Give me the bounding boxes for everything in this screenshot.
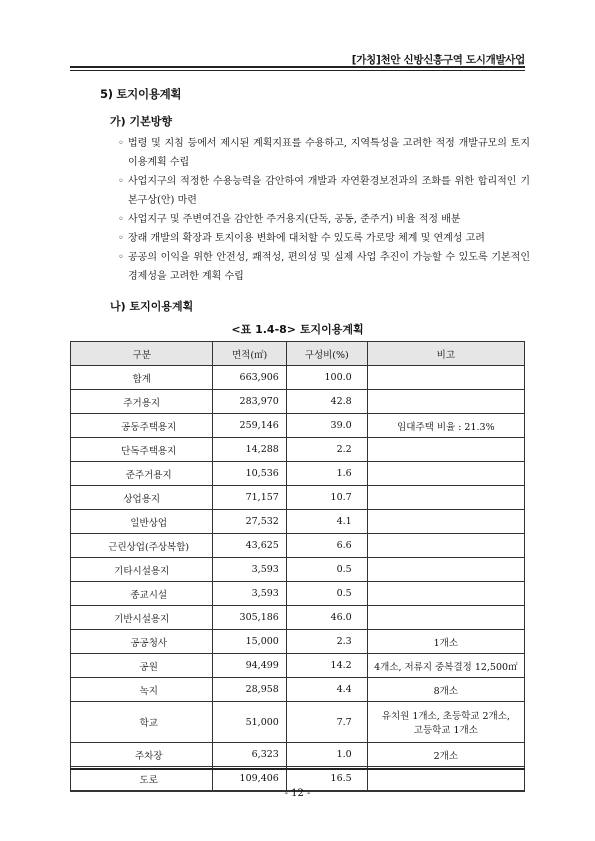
table-caption: <표 1.4-8> 토지이용계획	[231, 323, 364, 336]
row-note	[367, 606, 524, 630]
row-area: 27,532	[213, 510, 286, 534]
bullet-text: 사업지구의 적정한 수용능력을 감안하여 개발과 자연환경보전과의 조화를 위한 합리적인 기본구상(안) 마련	[128, 176, 530, 206]
row-category: 단독주택용지	[71, 438, 213, 462]
row-note	[367, 390, 524, 414]
row-note	[367, 510, 524, 534]
row-ratio: 6.6	[286, 534, 367, 558]
footer-rule	[70, 768, 525, 770]
row-category: 합계	[71, 366, 213, 390]
row-area: 3,593	[213, 582, 286, 606]
row-area: 10,536	[213, 462, 286, 486]
row-note-line: 유치원 1개소, 초등학교 2개소,	[381, 711, 510, 722]
row-note: 8개소	[367, 678, 524, 702]
row-category: 기반시설용지	[71, 606, 213, 630]
row-note	[367, 438, 524, 462]
header-area: 면적(㎡)	[213, 342, 286, 366]
table-row	[71, 702, 525, 743]
header-rule	[70, 66, 525, 71]
row-area: 283,970	[213, 390, 286, 414]
row-category: 준주거용지	[71, 462, 213, 486]
bullet-item	[118, 210, 530, 229]
row-ratio: 46.0	[286, 606, 367, 630]
row-ratio: 0.5	[286, 582, 367, 606]
table-row	[71, 582, 525, 606]
row-category: 공원	[71, 654, 213, 678]
document-header-title: [가칭]천안 신방신흥구역 도시개발사업	[351, 54, 525, 66]
row-category: 녹지	[71, 678, 213, 702]
table-row	[71, 630, 525, 654]
row-area: 259,146	[213, 414, 286, 438]
bullet-item	[118, 134, 530, 172]
row-area: 109,406	[213, 767, 286, 792]
row-note: 임대주택 비율 : 21.3%	[367, 414, 524, 438]
row-category: 도로	[71, 767, 213, 792]
row-area: 28,958	[213, 678, 286, 702]
row-area: 305,186	[213, 606, 286, 630]
row-ratio: 1.6	[286, 462, 367, 486]
table-row	[71, 606, 525, 630]
row-note	[367, 582, 524, 606]
section-title: 5) 토지이용계획	[100, 87, 182, 101]
table-row	[71, 414, 525, 438]
row-ratio: 42.8	[286, 390, 367, 414]
table-row	[71, 654, 525, 678]
bullet-text: 법령 및 지침 등에서 제시된 계획지표를 수용하고, 지역특성을 고려한 적정 개발규모의 토지이용계획 수립	[128, 138, 530, 168]
row-ratio: 7.7	[286, 702, 367, 743]
table-row	[71, 366, 525, 390]
row-ratio: 2.2	[286, 438, 367, 462]
row-area: 663,906	[213, 366, 286, 390]
header-ratio: 구성비(%)	[286, 342, 367, 366]
row-category: 일반상업	[71, 510, 213, 534]
table-row	[71, 558, 525, 582]
table-row	[71, 678, 525, 702]
page-number: - 12 -	[284, 788, 311, 799]
row-ratio: 4.4	[286, 678, 367, 702]
table-row	[71, 390, 525, 414]
row-note-line: 고등학교 1개소	[413, 725, 478, 736]
row-note: 1개소	[367, 630, 524, 654]
row-note	[367, 702, 524, 743]
row-category: 공동주택용지	[71, 414, 213, 438]
row-ratio: 2.3	[286, 630, 367, 654]
bullet-marker: ◦	[118, 138, 124, 149]
row-area: 43,625	[213, 534, 286, 558]
row-category: 주거용지	[71, 390, 213, 414]
row-note: 4개소, 저류지 중복결정 12,500㎡	[367, 654, 524, 678]
bullet-marker: ◦	[118, 233, 124, 244]
bullet-marker: ◦	[118, 214, 124, 225]
table-row	[71, 510, 525, 534]
row-category: 기타시설용지	[71, 558, 213, 582]
row-area: 94,499	[213, 654, 286, 678]
row-category: 종교시설	[71, 582, 213, 606]
row-note	[367, 366, 524, 390]
bullet-text: 장래 개발의 확장과 토지이용 변화에 대처할 수 있도록 가로망 체계 및 연계성 고려	[128, 233, 485, 244]
row-ratio: 39.0	[286, 414, 367, 438]
bullet-text: 공공의 이익을 위한 안전성, 쾌적성, 편의성 및 실제 사업 추진이 가능할 수 있도록 기본적인 경제성을 고려한 계획 수립	[128, 252, 530, 282]
row-category: 근린상업(주상복합)	[71, 534, 213, 558]
row-category: 주차장	[71, 743, 213, 767]
row-ratio: 100.0	[286, 366, 367, 390]
bullet-list	[118, 134, 530, 286]
header-note: 비고	[367, 342, 524, 366]
bullet-text: 사업지구 및 주변여건을 감안한 주거용지(단독, 공동, 준주거) 비율 적정 배분	[128, 214, 461, 225]
subsection-title-land-use-plan: 나) 토지이용계획	[110, 300, 194, 313]
table-row	[71, 743, 525, 767]
table-row	[71, 438, 525, 462]
subsection-title-basic-direction: 가) 기본방향	[110, 115, 172, 128]
row-ratio: 14.2	[286, 654, 367, 678]
bullet-marker: ◦	[118, 176, 124, 187]
bullet-item	[118, 248, 530, 286]
row-area: 14,288	[213, 438, 286, 462]
row-note	[367, 558, 524, 582]
row-ratio: 0.5	[286, 558, 367, 582]
row-ratio: 16.5	[286, 767, 367, 792]
row-area: 3,593	[213, 558, 286, 582]
row-ratio: 10.7	[286, 486, 367, 510]
row-note	[367, 462, 524, 486]
table-row	[71, 462, 525, 486]
row-area: 51,000	[213, 702, 286, 743]
row-area: 15,000	[213, 630, 286, 654]
row-ratio: 4.1	[286, 510, 367, 534]
row-area: 71,157	[213, 486, 286, 510]
bullet-marker: ◦	[118, 252, 124, 263]
table-row	[71, 486, 525, 510]
bullet-item	[118, 229, 530, 248]
row-area: 6,323	[213, 743, 286, 767]
row-note	[367, 486, 524, 510]
row-category: 학교	[71, 702, 213, 743]
header-category: 구분	[71, 342, 213, 366]
row-note	[367, 534, 524, 558]
table-row	[71, 534, 525, 558]
bullet-item	[118, 172, 530, 210]
row-category: 공공청사	[71, 630, 213, 654]
table-header-row	[71, 342, 525, 366]
row-category: 상업용지	[71, 486, 213, 510]
row-ratio: 1.0	[286, 743, 367, 767]
land-use-table	[70, 341, 525, 792]
row-note: 2개소	[367, 743, 524, 767]
